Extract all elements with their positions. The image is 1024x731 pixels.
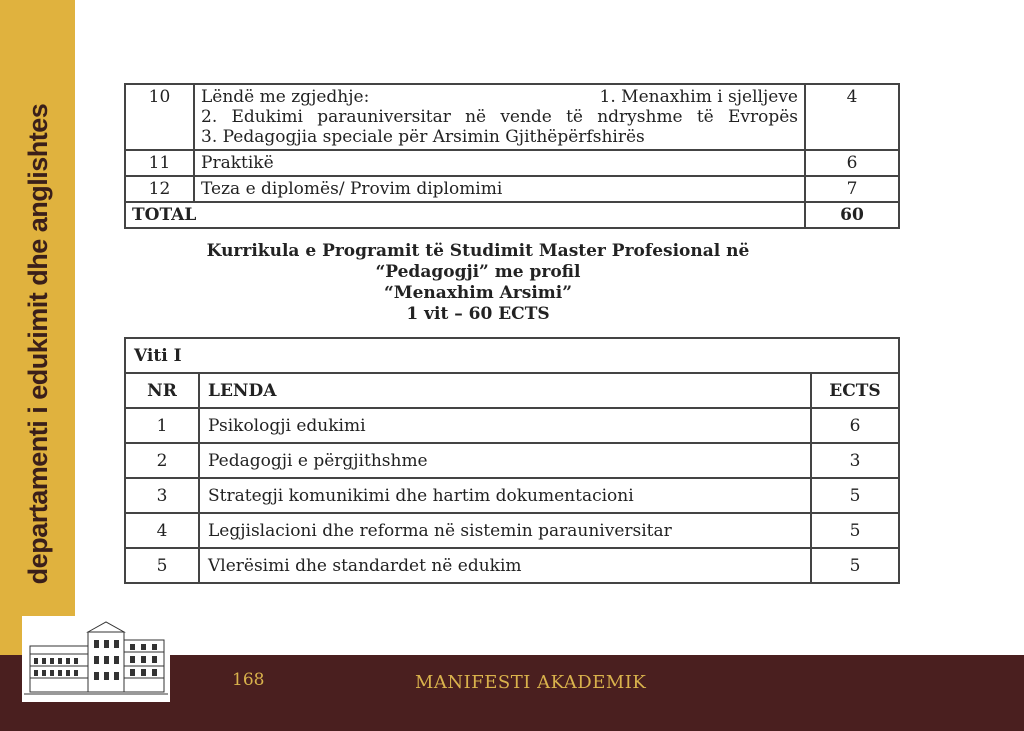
heading-line: “Menaxhim Arsimi” <box>383 283 573 303</box>
ects-value: 3 <box>811 443 899 478</box>
table-row <box>125 478 899 513</box>
row-number: 2 <box>125 443 199 478</box>
row-number: 4 <box>125 513 199 548</box>
total-label: TOTAL <box>125 202 805 228</box>
ects-value: 5 <box>811 548 899 583</box>
ects-value: 5 <box>811 478 899 513</box>
program-heading <box>124 241 832 325</box>
sidebar-title: departamenti i edukimit dhe anglishtes <box>23 103 53 585</box>
ects-value: 5 <box>811 513 899 548</box>
subject-cell: Pedagogji e përgjithshme <box>199 443 811 478</box>
year-row <box>125 338 899 373</box>
header-row <box>125 373 899 408</box>
table-row <box>125 408 899 443</box>
year-label: Viti I <box>125 338 899 373</box>
table-row <box>125 150 899 176</box>
subject-cell: Strategji komunikimi dhe hartim dokumentacioni <box>199 478 811 513</box>
table-row <box>125 176 899 202</box>
ects-value: 6 <box>805 150 899 176</box>
column-header-ects: ECTS <box>811 373 899 408</box>
total-row <box>125 202 899 228</box>
elective-option: 2. Edukimi parauniversitar në vende të ndryshme të Evropës <box>201 107 798 127</box>
heading-line: “Pedagogji” me profil <box>375 262 581 282</box>
row-number: 12 <box>125 176 194 202</box>
row-number: 3 <box>125 478 199 513</box>
column-header-subject: LENDA <box>199 373 811 408</box>
ects-value: 4 <box>805 84 899 150</box>
footer-title: MANIFESTI AKADEMIK <box>415 672 647 693</box>
subject-cell: Legjislacioni dhe reforma në sistemin parauniversitar <box>199 513 811 548</box>
row-number: 5 <box>125 548 199 583</box>
heading-line: 1 vit – 60 ECTS <box>406 304 550 324</box>
row-number: 1 <box>125 408 199 443</box>
elective-option: 3. Pedagogjia speciale për Arsimin Gjithëpërfshirës <box>201 127 645 147</box>
heading-line: Kurrikula e Programit të Studimit Master Profesional në <box>206 241 750 261</box>
subject-cell: Psikologji edukimi <box>199 408 811 443</box>
subject-cell <box>194 84 805 150</box>
sidebar-band <box>0 0 75 655</box>
subject-cell: Teza e diplomës/ Provim diplomimi <box>194 176 805 202</box>
elective-option: 1. Menaxhim i sjelljeve <box>599 87 798 107</box>
total-value: 60 <box>805 202 899 228</box>
subject-cell: Vlerësimi dhe standardet në edukim <box>199 548 811 583</box>
table-row <box>125 84 899 150</box>
row-number: 11 <box>125 150 194 176</box>
ects-value: 6 <box>811 408 899 443</box>
row-number: 10 <box>125 84 194 150</box>
table-row <box>125 443 899 478</box>
table-row <box>125 548 899 583</box>
university-building-icon <box>22 616 170 702</box>
table-row <box>125 513 899 548</box>
column-header-nr: NR <box>125 373 199 408</box>
subject-cell: Praktikë <box>194 150 805 176</box>
elective-label: Lëndë me zgjedhje: <box>201 87 370 107</box>
curriculum-table <box>124 337 900 584</box>
previous-curriculum-table <box>124 83 900 229</box>
ects-value: 7 <box>805 176 899 202</box>
page-number: 168 <box>232 670 265 690</box>
